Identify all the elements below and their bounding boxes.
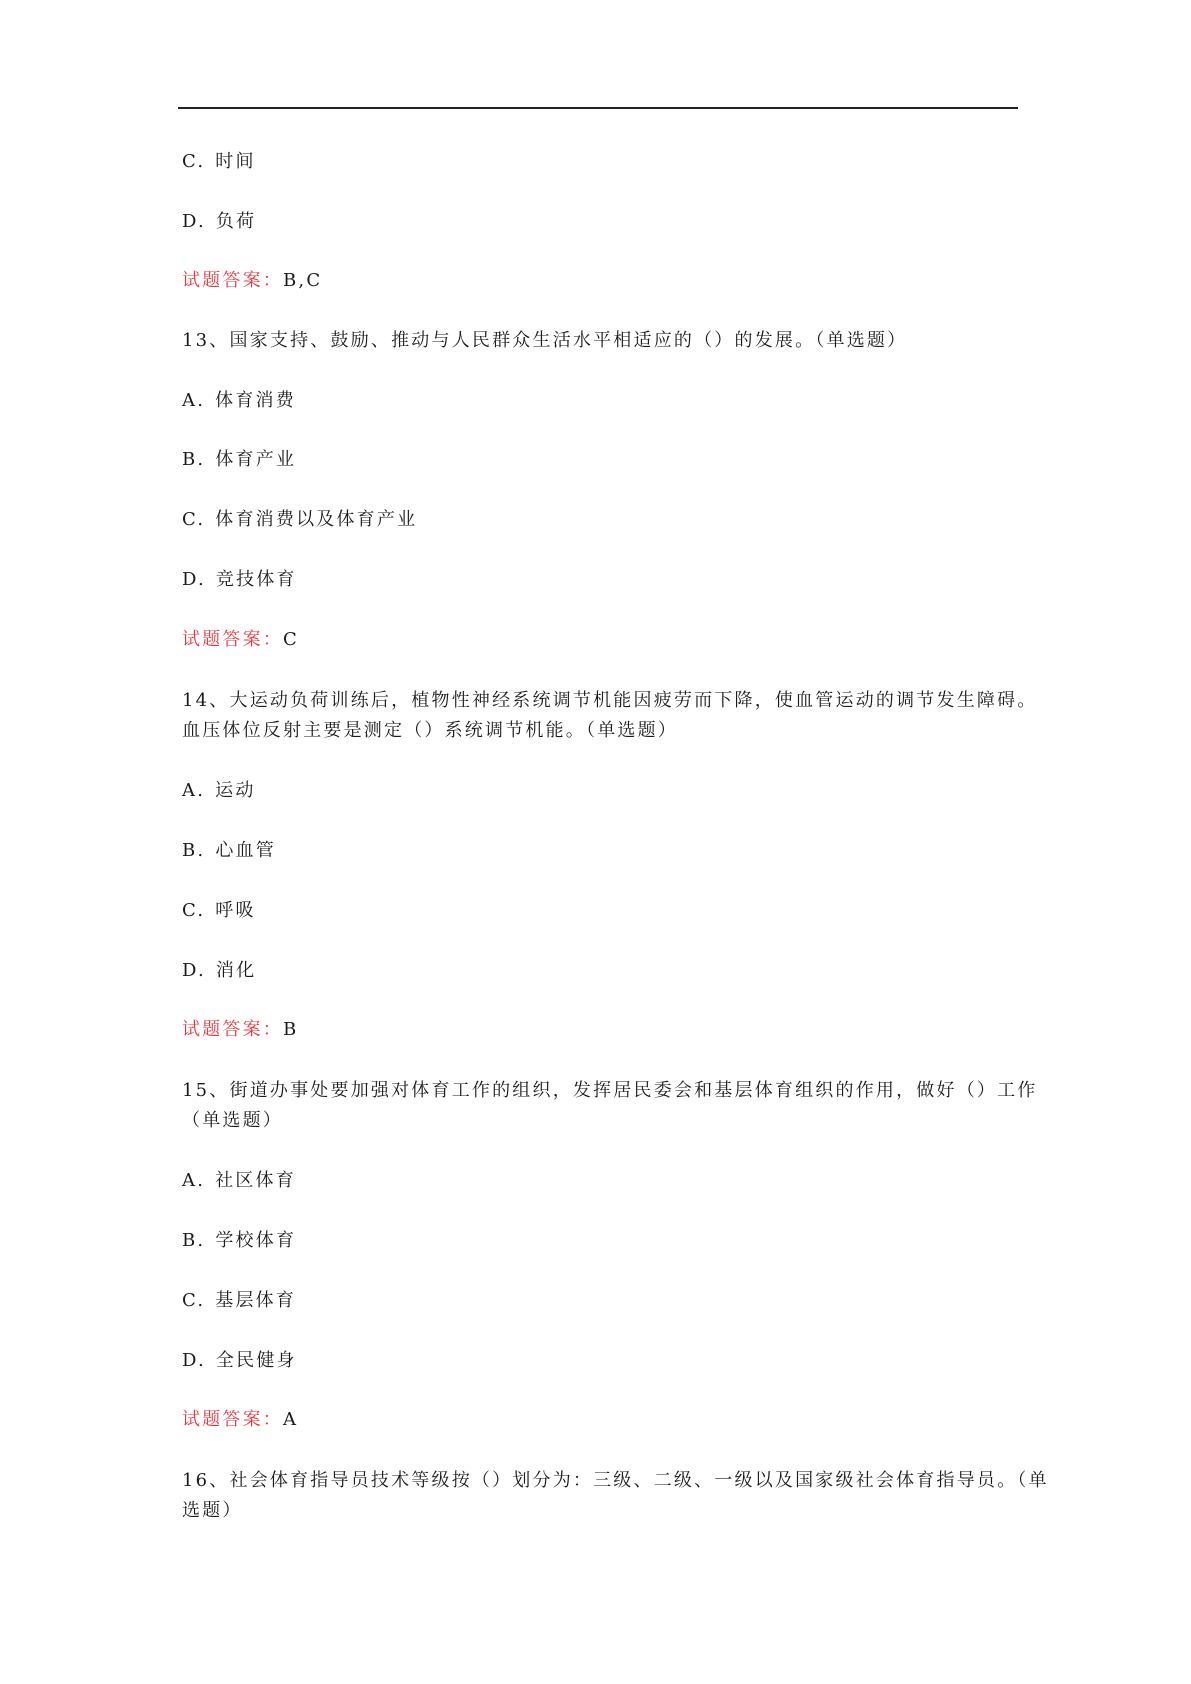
option-c: C. 基层体育 [182, 1290, 297, 1311]
option-d: D. 负荷 [182, 211, 257, 232]
question-14-text-line2: 血压体位反射主要是测定（）系统调节机能。（单选题） [182, 720, 678, 741]
question-15-text-line2: （单选题） [182, 1110, 283, 1131]
answer-value: A [283, 1409, 299, 1430]
question-16-text-line2: 选题） [182, 1500, 243, 1521]
option-a: A. 运动 [182, 780, 256, 801]
answer-line [182, 625, 299, 655]
question-15-text-line1: 15、街道办事处要加强对体育工作的组织，发挥居民委会和基层体育组织的作用，做好（）工作 [182, 1080, 1038, 1101]
answer-line [182, 266, 322, 296]
option-c: C. 呼吸 [182, 900, 256, 921]
answer-label: 试题答案： [182, 1019, 283, 1040]
option-c: C. 时间 [182, 151, 256, 172]
question-14-text-line1: 14、大运动负荷训练后，植物性神经系统调节机能因疲劳而下降，使血管运动的调节发生障碍。 [182, 690, 1038, 711]
answer-value: B [283, 1019, 299, 1040]
option-b: B. 学校体育 [182, 1230, 297, 1251]
answer-label: 试题答案： [182, 270, 283, 291]
answer-line [182, 1405, 298, 1435]
option-c: C. 体育消费以及体育产业 [182, 509, 418, 530]
question-16-text-line1: 16、社会体育指导员技术等级按（）划分为：三级、二级、一级以及国家级社会体育指导员。（单 [182, 1470, 1049, 1491]
answer-value: B,C [283, 270, 323, 291]
option-a: A. 社区体育 [182, 1170, 296, 1191]
option-a: A. 体育消费 [182, 390, 296, 411]
option-d: D. 全民健身 [182, 1350, 297, 1371]
option-b: B. 心血管 [182, 840, 276, 861]
option-d: D. 竞技体育 [182, 569, 297, 590]
question-13-text: 13、国家支持、鼓励、推动与人民群众生活水平相适应的（）的发展。（单选题） [182, 330, 908, 351]
header-rule [178, 107, 1018, 109]
answer-line [182, 1015, 298, 1045]
answer-value: C [283, 629, 299, 650]
answer-label: 试题答案： [182, 629, 283, 650]
option-d: D. 消化 [182, 960, 257, 981]
option-b: B. 体育产业 [182, 449, 297, 470]
answer-label: 试题答案： [182, 1409, 283, 1430]
